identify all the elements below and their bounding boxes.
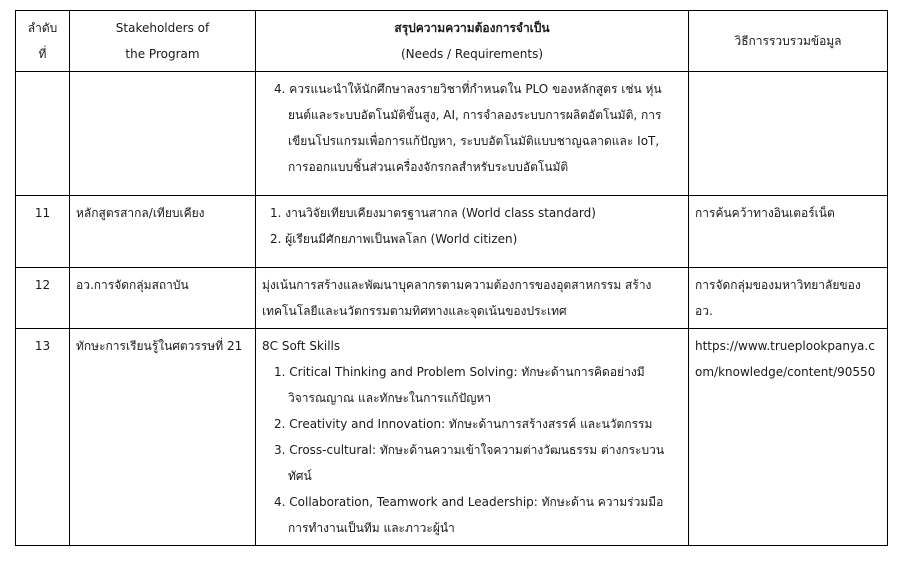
row-no <box>16 72 70 196</box>
header-no: ลำดับ ที่ <box>16 11 70 72</box>
row-no: 11 <box>16 196 70 268</box>
row-no: 12 <box>16 268 70 329</box>
needs-item: 3. Cross-cultural: ทักษะด้านความเข้าใจความต่างวัฒนธรรม ต่างกระบวนทัศน์ <box>274 443 665 483</box>
needs-item: 1. Critical Thinking and Problem Solving: ทักษะด้านการคิดอย่างมีวิจารณญาณ และทักษะในการแก้ปัญหา <box>274 365 645 405</box>
row-needs <box>256 329 689 546</box>
table-row <box>16 72 888 196</box>
header-needs: สรุปความความต้องการจำเป็น (Needs / Requirements) <box>256 11 689 72</box>
row-stakeholder: อว.การจัดกลุ่มสถาบัน <box>70 268 256 329</box>
header-stakeholder: Stakeholders of the Program <box>70 11 256 72</box>
needs-item: 2. ผู้เรียนมีศักยภาพเป็นพลโลก (World citizen) <box>270 232 518 246</box>
row-stakeholder: ทักษะการเรียนรู้ในศตวรรษที่ 21 <box>70 329 256 546</box>
table-row <box>16 196 888 268</box>
needs-item: 1. งานวิจัยเทียบเคียงมาตรฐานสากล (World class standard) <box>270 206 596 220</box>
row-needs <box>256 72 689 196</box>
needs-item: 4. Collaboration, Teamwork and Leadership: ทักษะด้าน ความร่วมมือ การทำงานเป็นทีม และภาวะผู้นำ <box>274 495 664 535</box>
requirements-table <box>15 10 888 546</box>
row-method: การจัดกลุ่มของมหาวิทยาลัยของ อว. <box>689 268 888 329</box>
row-method-link[interactable]: https://www.trueplookpanya.com/knowledge/content/90550 <box>689 329 888 546</box>
needs-item: 4. ควรแนะนำให้นักศึกษาลงรายวิชาที่กำหนดใน PLO ของหลักสูตร เช่น หุ่นยนต์และระบบอัตโนมัติขั้นสูง, AI, การจำลองระบบการผลิตอัตโนมัติ, การเขียนโปรแกรมเพื่อการแก้ปัญหา, ระบบอัตโนมัติแบบชาญฉลาดและ IoT, การออกแบบชิ้นส่วนเครื่องจักรกลสำหรับระบบอัตโนมัติ <box>274 82 662 174</box>
needs-heading: 8C Soft Skills <box>262 339 341 353</box>
row-needs: มุ่งเน้นการสร้างและพัฒนาบุคลากรตามความต้องการของอุตสาหกรรม สร้างเทคโนโลยีและนวัตกรรมตามทิศทางและจุดเน้นของประเทศ <box>256 268 689 329</box>
table-row <box>16 329 888 546</box>
needs-item: 2. Creativity and Innovation: ทักษะด้านการสร้างสรรค์ และนวัตกรรม <box>274 417 653 431</box>
row-stakeholder: หลักสูตรสากล/เทียบเคียง <box>70 196 256 268</box>
header-row <box>16 11 888 72</box>
row-method: การค้นคว้าทางอินเตอร์เน็ต <box>689 196 888 268</box>
row-stakeholder <box>70 72 256 196</box>
table-row <box>16 268 888 329</box>
header-method: วิธีการรวบรวมข้อมูล <box>689 11 888 72</box>
row-needs <box>256 196 689 268</box>
row-method <box>689 72 888 196</box>
row-no: 13 <box>16 329 70 546</box>
